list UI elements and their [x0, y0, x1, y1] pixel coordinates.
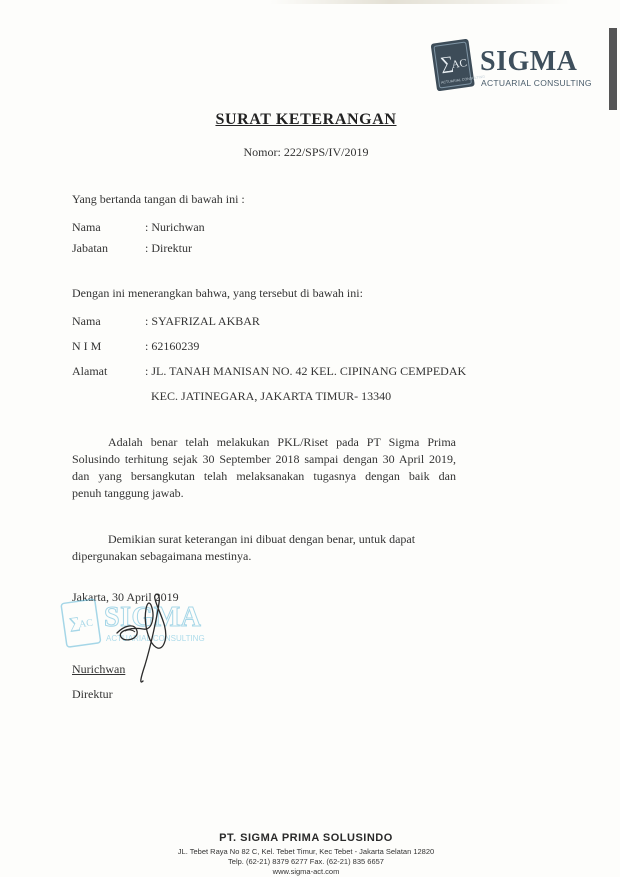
body1-line2: Solusindo terhitung sejak 30 September 2018 sampai dengan 30 April 2019,	[72, 452, 456, 466]
svg-text:ACTUARIAL CONSULTING: ACTUARIAL CONSULTING	[440, 74, 486, 85]
signer-name-label: Nama	[72, 220, 101, 234]
subject-address-label: Alamat	[72, 364, 108, 378]
stamp-wordmark: SIGMA	[104, 602, 202, 633]
subject-nim-value: : 62160239	[145, 339, 200, 353]
body-paragraph-1	[72, 434, 456, 502]
subject-nim-label: N I M	[72, 339, 102, 353]
body-paragraph-2	[72, 531, 456, 565]
sigma-logo-icon	[428, 38, 486, 96]
body1-line3: dan yang bersangkutan telah melaksanakan tugasnya dengan baik dan	[72, 469, 456, 483]
scan-edge-mark	[609, 28, 617, 110]
footer-company: PT. SIGMA PRIMA SOLUSINDO	[219, 832, 393, 844]
subject-address-line1: : JL. TANAH MANISAN NO. 42 KEL. CIPINANG CEMPEDAK	[145, 364, 467, 378]
signer-position-value: : Direktur	[145, 241, 192, 255]
body1-line4: penuh tanggung jawab.	[72, 486, 184, 500]
intro-text: Yang bertanda tangan di bawah ini :	[72, 192, 245, 206]
scan-artifact-top	[270, 0, 570, 4]
stamp-subtitle: ACTUARIAL CONSULTING	[106, 634, 205, 643]
body1-line1: Adalah benar telah melakukan PKL/Riset pada PT Sigma Prima	[108, 435, 456, 449]
footer-website: www.sigma-act.com	[272, 867, 340, 876]
subject-address-line2: KEC. JATINEGARA, JAKARTA TIMUR- 13340	[151, 389, 392, 403]
svg-text:∑: ∑	[439, 52, 455, 74]
signer-title: Direktur	[72, 687, 113, 701]
signer-name: Nurichwan	[72, 662, 126, 676]
svg-text:AC: AC	[78, 617, 94, 631]
signer-name-value: : Nurichwan	[145, 220, 205, 234]
body2-line1: Demikian surat keterangan ini dibuat dengan benar, untuk dapat	[108, 532, 416, 546]
subject-name-value: : SYAFRIZAL AKBAR	[145, 314, 260, 328]
logo-subtitle: ACTUARIAL CONSULTING	[481, 78, 592, 88]
svg-text:∑: ∑	[67, 614, 82, 633]
signer-position-label: Jabatan	[72, 241, 108, 255]
svg-text:AC: AC	[450, 57, 468, 72]
statement-text: Dengan ini menerangkan bahwa, yang tersebut di bawah ini:	[72, 286, 363, 300]
logo-wordmark: SIGMA	[480, 46, 578, 77]
company-logo	[428, 38, 592, 100]
footer-address: JL. Tebet Raya No 82 C, Kel. Tebet Timur, Kec Tebet - Jakarta Selatan 12820	[177, 847, 435, 856]
body2-line2: dipergunakan sebagaimana mestinya.	[72, 549, 252, 563]
letter-number: Nomor: 222/SPS/IV/2019	[243, 145, 369, 159]
letter-title: SURAT KETERANGAN	[215, 111, 397, 128]
place-date: Jakarta, 30 April 2019	[72, 590, 179, 604]
subject-name-label: Nama	[72, 314, 101, 328]
footer-phone: Telp. (62-21) 8379 6277 Fax. (62-21) 835 6657	[228, 857, 384, 866]
